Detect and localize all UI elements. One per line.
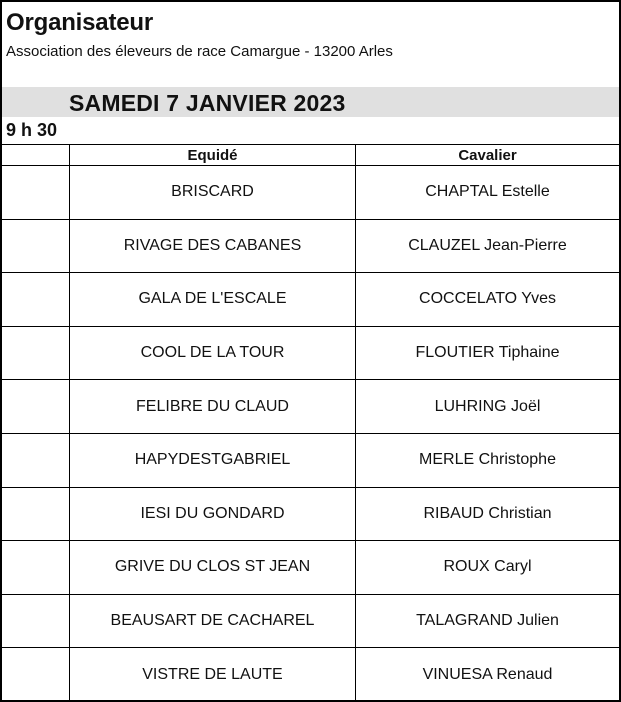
row-number-cell [2,487,70,541]
organizer-subtitle: Association des éleveurs de race Camargue - 13200 Arles [6,43,393,60]
table-row [2,273,619,327]
organizer-title: Organisateur [6,9,153,36]
table-row [2,433,619,487]
header-equide: Equidé [70,145,356,166]
event-date: SAMEDI 7 JANVIER 2023 [69,90,346,116]
row-number-cell [2,273,70,327]
horse-cell: COOL DE LA TOUR [70,326,356,380]
rider-cell: MERLE Christophe [356,433,620,487]
event-time: 9 h 30 [6,120,58,140]
row-number-cell [2,648,70,701]
rider-cell: TALAGRAND Julien [356,594,620,648]
horse-cell: VISTRE DE LAUTE [70,648,356,701]
horse-cell: GRIVE DU CLOS ST JEAN [70,541,356,595]
horse-cell: HAPYDESTGABRIEL [70,433,356,487]
table-row [2,594,619,648]
table-row [2,648,619,701]
row-number-cell [2,594,70,648]
date-banner [2,87,619,117]
header-cavalier: Cavalier [356,145,620,166]
row-number-cell [2,541,70,595]
rider-cell: CHAPTAL Estelle [356,166,620,220]
rider-cell: LUHRING Joël [356,380,620,434]
row-number-cell [2,433,70,487]
header-empty [2,145,70,166]
row-number-cell [2,219,70,273]
horse-cell: BRISCARD [70,166,356,220]
table-row [2,541,619,595]
horse-cell: FELIBRE DU CLAUD [70,380,356,434]
horse-cell: BEAUSART DE CACHAREL [70,594,356,648]
row-number-cell [2,380,70,434]
rider-cell: FLOUTIER Tiphaine [356,326,620,380]
table-row [2,166,619,220]
table-row [2,326,619,380]
row-number-cell [2,166,70,220]
row-number-cell [2,326,70,380]
rider-cell: RIBAUD Christian [356,487,620,541]
horse-cell: RIVAGE DES CABANES [70,219,356,273]
table-row [2,380,619,434]
rider-cell: ROUX Caryl [356,541,620,595]
table-row [2,487,619,541]
rider-cell: CLAUZEL Jean-Pierre [356,219,620,273]
rider-cell: COCCELATO Yves [356,273,620,327]
roster-table [2,144,619,701]
rider-cell: VINUESA Renaud [356,648,620,701]
horse-cell: IESI DU GONDARD [70,487,356,541]
table-row [2,219,619,273]
table-header-row [2,145,619,166]
horse-cell: GALA DE L'ESCALE [70,273,356,327]
